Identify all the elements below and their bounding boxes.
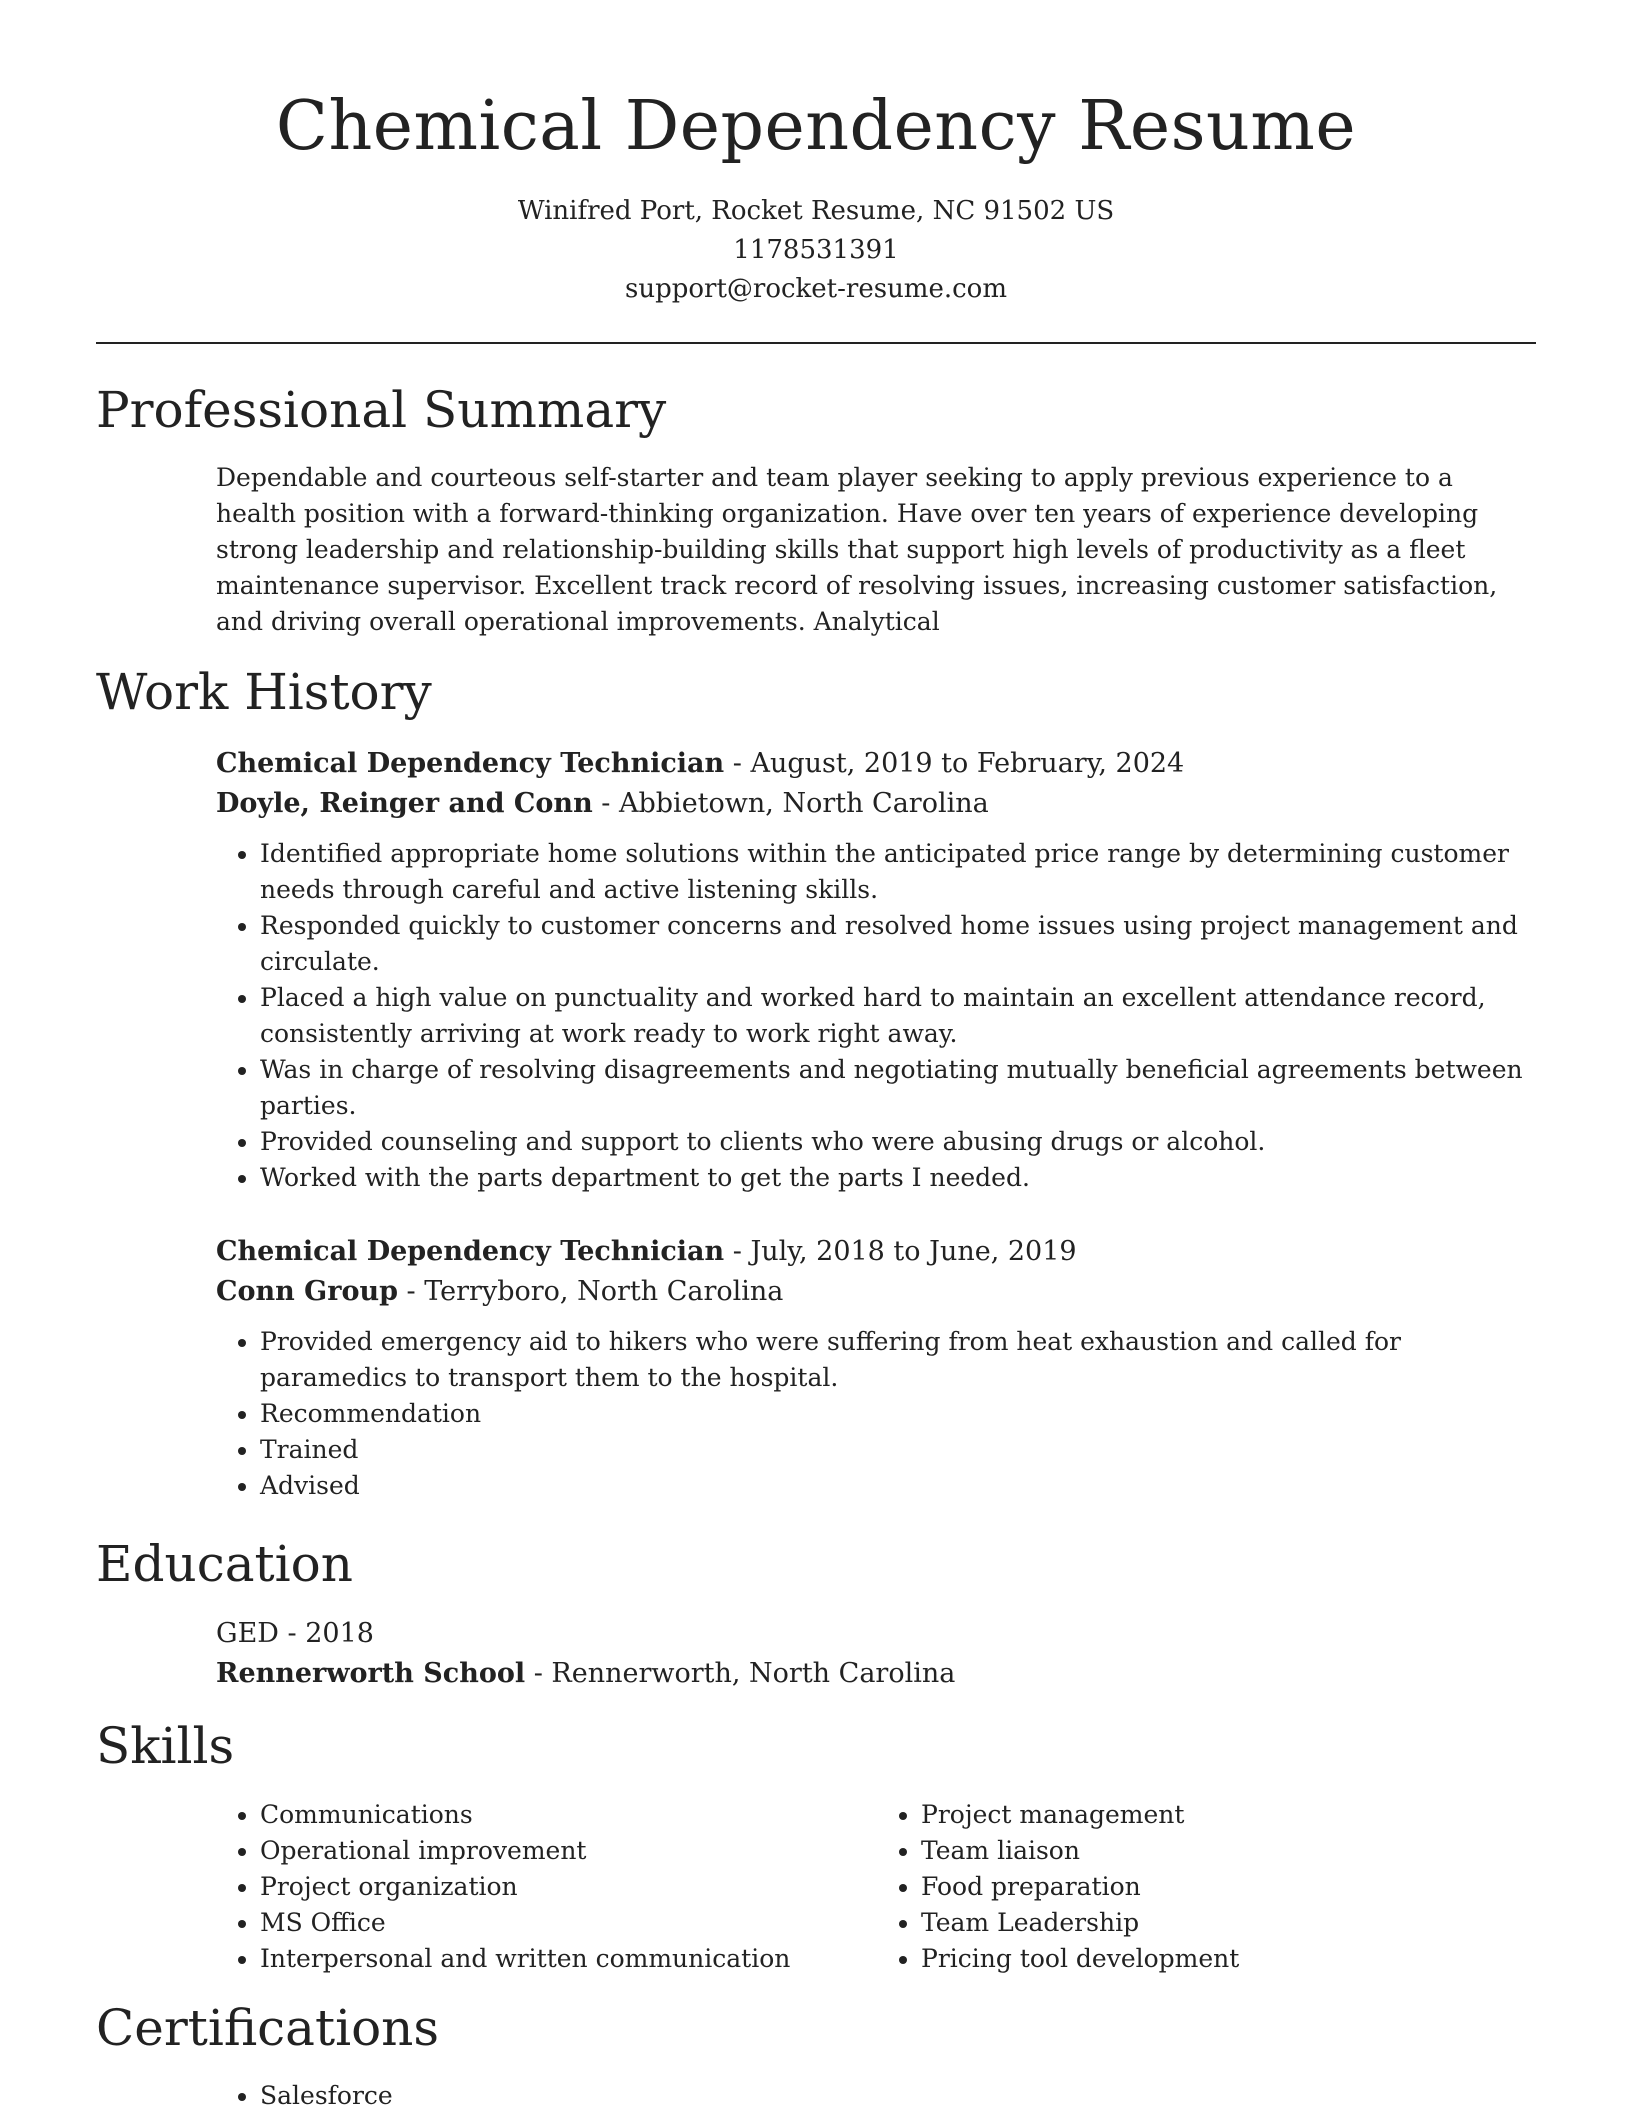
job-dates: - August, 2019 to February, 2024 <box>724 748 1185 779</box>
list-item: • Recommendation <box>260 1396 1538 1432</box>
job-bullets <box>216 1324 1538 1504</box>
section-title-certifications: Certifications <box>96 1999 440 2057</box>
job-company: Doyle, Reinger and Conn <box>216 788 593 819</box>
section-title-work-history: Work History <box>96 663 432 721</box>
list-item: • Provided counseling and support to clients who were abusing drugs or alcohol. <box>260 1124 1538 1160</box>
education-school-line <box>216 1654 1538 1694</box>
list-item: • Responded quickly to customer concerns and resolved home issues using project management and circulate. <box>260 908 1538 980</box>
education-location: - Rennerworth, North Carolina <box>525 1658 956 1689</box>
contact-email: support@rocket-resume.com <box>624 274 1007 304</box>
section-title-education: Education <box>96 1535 353 1593</box>
list-item: • Food preparation <box>921 1869 1538 1905</box>
list-item: • Project organization <box>260 1869 877 1905</box>
list-item: • Placed a high value on punctuality and worked hard to maintain an excellent attendance record, consistently arriving at work ready to work right away. <box>260 980 1538 1052</box>
job-entry <box>216 744 1538 1196</box>
job-dates: - July, 2018 to June, 2019 <box>724 1236 1077 1267</box>
skills-column-right <box>877 1797 1538 1977</box>
list-item: • Worked with the parts department to get the parts I needed. <box>260 1160 1538 1196</box>
list-item: • Communications <box>260 1797 877 1833</box>
list-item: • MS Office <box>260 1905 877 1941</box>
certifications-list <box>216 2078 1538 2114</box>
job-role: Chemical Dependency Technician <box>216 1236 725 1267</box>
list-item: • Operational improvement <box>260 1833 877 1869</box>
education-entry <box>216 1614 1538 1694</box>
list-item: • Provided emergency aid to hikers who were suffering from heat exhaustion and called for paramedics to transport them to the hospital. <box>260 1324 1538 1396</box>
list-item: • Trained <box>260 1432 1538 1468</box>
list-item: • Team Leadership <box>921 1905 1538 1941</box>
job-location: - Terryboro, North Carolina <box>397 1276 784 1307</box>
education-degree: GED - 2018 <box>216 1618 374 1649</box>
header-divider <box>96 342 1536 344</box>
list-item: • Advised <box>260 1468 1538 1504</box>
contact-address: Winifred Port, Rocket Resume, NC 91502 US <box>517 196 1115 226</box>
certifications-bullets <box>216 2078 1538 2114</box>
job-entry <box>216 1232 1538 1504</box>
job-company-line <box>216 1272 1538 1312</box>
job-company-line <box>216 784 1538 824</box>
job-title-line <box>216 744 1538 784</box>
job-bullets <box>216 836 1538 1196</box>
list-item: • Identified appropriate home solutions within the anticipated price range by determining customer needs through careful and active listening skills. <box>260 836 1538 908</box>
job-location: - Abbietown, North Carolina <box>592 788 989 819</box>
contact-phone: 1178531391 <box>733 235 899 265</box>
resume-header <box>0 0 1632 309</box>
resume-title: Chemical Dependency Resume <box>275 87 1357 166</box>
job-role: Chemical Dependency Technician <box>216 748 725 779</box>
summary-block <box>216 460 1538 640</box>
list-item: • Was in charge of resolving disagreements and negotiating mutually beneficial agreements between parties. <box>260 1052 1538 1124</box>
list-item: • Salesforce <box>260 2078 1538 2114</box>
list-item: • Interpersonal and written communication <box>260 1941 877 1977</box>
list-item: • Team liaison <box>921 1833 1538 1869</box>
skills-column-left <box>216 1797 877 1977</box>
education-school: Rennerworth School <box>216 1658 526 1689</box>
job-title-line <box>216 1232 1538 1272</box>
section-title-summary: Professional Summary <box>96 381 667 439</box>
summary-text: Dependable and courteous self-starter and team player seeking to apply previous experience to a health position with a forward-thinking organization. Have over ten years of experience developing strong leadership and relationship-building skills that support high levels of productivity as a fleet maintenance supervisor. Excellent track record of resolving issues, increasing customer satisfaction, and driving overall operational improvements. Analytical <box>216 463 1498 636</box>
list-item: • Pricing tool development <box>921 1941 1538 1977</box>
section-title-skills: Skills <box>96 1717 235 1775</box>
list-item: • Project management <box>921 1797 1538 1833</box>
job-company: Conn Group <box>216 1276 398 1307</box>
contact-block <box>0 192 1632 309</box>
skills-list <box>216 1797 1538 1977</box>
